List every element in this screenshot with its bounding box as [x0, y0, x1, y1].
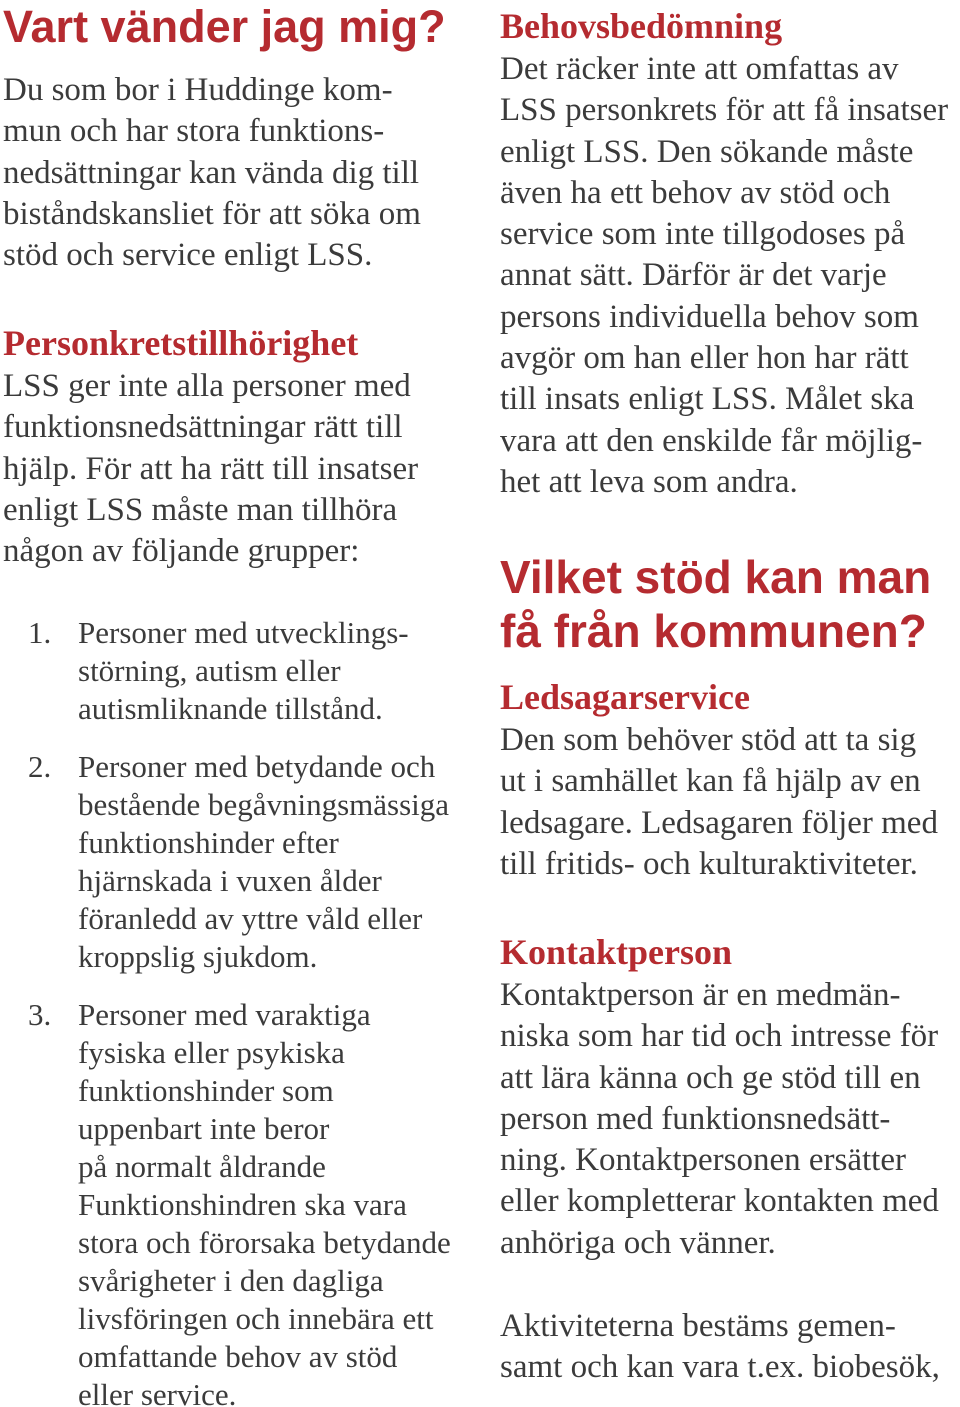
paragraph-line: ning. Kontaktpersonen ersätter [500, 1142, 906, 1179]
list-line: Personer med betydande och [78, 749, 436, 784]
paragraph-line: enligt LSS måste man tillhöra [3, 491, 398, 528]
contact-paragraph [500, 975, 939, 1264]
heading-line: Vilket stöd kan man [500, 551, 932, 603]
list-line: stora och förorsaka betydande [78, 1225, 451, 1260]
paragraph-line: hjälp. För att ha rätt till insatser [3, 450, 419, 487]
paragraph-line: niska som har tid och intresse för [500, 1018, 939, 1055]
paragraph-line: att lära känna och ge stöd till en [500, 1059, 921, 1096]
escort-paragraph [500, 720, 938, 885]
list-number: 1. [28, 615, 52, 650]
paragraph-line: även ha ett behov av stöd och [500, 174, 891, 211]
paragraph-line: vara att den enskilde får möjlig- [500, 422, 923, 459]
list-line: föranledd av yttre våld eller [78, 901, 423, 936]
paragraph-line: annat sätt. Därför är det varje [500, 257, 887, 294]
paragraph-line: LSS ger inte alla personer med [3, 368, 411, 404]
section-title-ledsagarservice: Ledsagarservice [500, 677, 750, 717]
paragraph-line: persons individuella behov som [500, 298, 919, 335]
activities-paragraph [500, 1306, 940, 1389]
assessment-paragraph [500, 49, 948, 503]
list-item-group-1 [0, 614, 480, 728]
paragraph-line: samt och kan vara t.ex. biobesök, [500, 1349, 940, 1386]
intro-line: stöd och service enligt LSS. [3, 237, 373, 274]
paragraph-line: Aktiviteterna bestäms gemen- [500, 1308, 896, 1344]
list-line: Personer med varaktiga [78, 997, 371, 1032]
list-line: bestående begåvningsmässiga [78, 787, 450, 822]
paragraph-line: LSS personkrets för att få insatser [500, 92, 949, 129]
section-title-behovsbedomning: Behovsbedömning [500, 6, 783, 46]
list-item-text [78, 996, 480, 1406]
paragraph-line: Det räcker inte att omfattas av [500, 51, 899, 87]
list-item-text [78, 614, 480, 728]
intro-line: nedsättningar kan vända dig till [3, 154, 420, 191]
paragraph-line: Den som behöver stöd att ta sig [500, 722, 917, 758]
list-item-text [78, 748, 480, 976]
list-item-group-3 [0, 996, 480, 1406]
section-title-kontaktperson: Kontaktperson [500, 932, 733, 972]
paragraph-line: person med funktionsnedsätt- [500, 1100, 891, 1137]
list-line: svårigheter i den dagliga [78, 1263, 384, 1298]
intro-paragraph [3, 70, 421, 276]
intro-line: biståndskansliet för att söka om [3, 195, 421, 232]
list-number: 3. [28, 997, 52, 1032]
paragraph-line: ledsagare. Ledsagaren följer med [500, 804, 938, 841]
list-line: funktionshinder som [78, 1073, 334, 1108]
paragraph-line: till fritids- och kulturaktiviteter. [500, 845, 918, 882]
right-column [500, 0, 960, 1407]
list-line: Funktionshindren ska vara [78, 1187, 407, 1222]
paragraph-line: funktionsnedsättningar rätt till [3, 409, 403, 446]
intro-line: mun och har stora funktions- [3, 113, 385, 150]
list-line: kroppslig sjukdom. [78, 939, 318, 974]
paragraph-line: till insats enligt LSS. Målet ska [500, 381, 915, 418]
paragraph-line: avgör om han eller hon har rätt [500, 340, 909, 377]
list-line: livsföringen och innebära ett [78, 1301, 434, 1336]
paragraph-line: Kontaktperson är en medmän- [500, 977, 901, 1013]
list-item-group-2 [0, 748, 480, 976]
section-title-personkrets: Personkretstillhörighet [3, 323, 359, 363]
paragraph-line: enligt LSS. Den sökande måste [500, 133, 914, 170]
list-line: uppenbart inte beror [78, 1111, 330, 1146]
list-line: fysiska eller psykiska [78, 1035, 345, 1070]
list-line: på normalt åldrande [78, 1149, 326, 1184]
list-line: autismliknande tillstånd. [78, 691, 383, 726]
support-heading [500, 550, 931, 658]
section-paragraph [3, 366, 418, 572]
paragraph-line: anhöriga och vänner. [500, 1224, 776, 1261]
list-line: hjärnskada i vuxen ålder [78, 863, 382, 898]
list-line: eller service. [78, 1377, 237, 1407]
list-number: 2. [28, 749, 52, 784]
list-line: Personer med utvecklings- [78, 615, 409, 650]
paragraph-line: service som inte tillgodoses på [500, 216, 906, 253]
list-line: funktionshinder efter [78, 825, 339, 860]
heading-line: få från kommunen? [500, 605, 927, 657]
list-line: omfattande behov av stöd [78, 1339, 398, 1374]
page-heading: Vart vänder jag mig? [3, 1, 446, 52]
paragraph-line: ut i samhället kan få hjälp av en [500, 763, 921, 800]
paragraph-line: eller kompletterar kontakten med [500, 1183, 939, 1220]
paragraph-line: någon av följande grupper: [3, 533, 360, 570]
intro-line: Du som bor i Huddinge kom- [3, 72, 393, 108]
list-line: störning, autism eller [78, 653, 341, 688]
paragraph-line: het att leva som andra. [500, 463, 798, 500]
